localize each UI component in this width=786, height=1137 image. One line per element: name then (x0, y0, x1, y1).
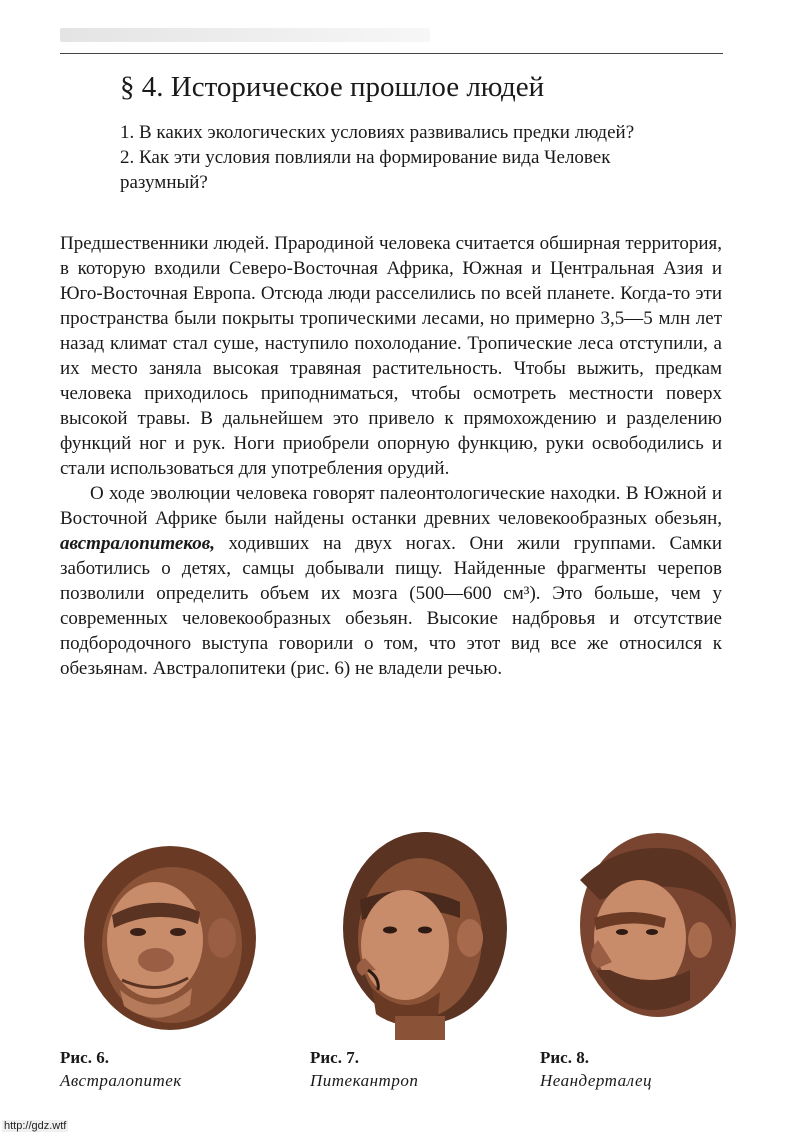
running-header (60, 28, 430, 42)
question-2: 2. Как эти условия повлияли на формирование вида Человек разумный? (120, 147, 611, 193)
figure-6-caption: Австралопитек (60, 1071, 182, 1090)
figure-7 (310, 820, 510, 1090)
question-1: 1. В каких экологических условиях развивались предки людей? (120, 122, 635, 143)
paragraph-2 (60, 481, 722, 681)
section-title: § 4. Историческое прошлое людей (120, 71, 545, 103)
watermark-link[interactable]: http://gdz.wtf (4, 1120, 67, 1132)
term-australopithecus: австралопитеков, (60, 533, 215, 554)
paragraph-2-start: О ходе эволюции человека говорят палеонтологические находки. В Южной и Восточной Африке были найдены останки древних человекообразных обезьян, (60, 483, 722, 529)
figure-6 (60, 820, 260, 1090)
pithecanthropus-illustration (310, 820, 520, 1040)
paragraph-1: Предшественники людей. Прародиной человека считается обширная территория, в которую входили Северо-Восточная Африка, Южная и Центральная Азия и Юго-Восточная Европа. Отсюда люди расселились по всей планете. Когда-то эти пространства были покрыты тропическими лесами, но примерно 3,5—5 млн лет назад климат стал суше, наступило похолодание. Тропические леса отступили, а их место заняла высокая травяная растительность. Чтобы выжить, предкам человека приходилось приподниматься, чтобы осмотреть местности поверх высокой травы. В дальнейшем это привело к прямохождению и разделению функций ног и рук. Ноги приобрели опорную функцию, руки освободились и стали использоваться для употребления орудий. (60, 233, 722, 479)
review-questions (120, 120, 700, 195)
figure-8-caption: Неандерталец (540, 1071, 653, 1090)
header-rule (60, 53, 723, 54)
australopithecus-illustration (60, 820, 270, 1040)
figure-7-number: Рис. 7. (310, 1048, 359, 1067)
neanderthal-illustration (540, 820, 740, 1040)
figure-6-number: Рис. 6. (60, 1048, 109, 1067)
figure-8 (540, 820, 740, 1090)
paragraph-2-end: ходивших на двух ногах. Они жили группами. Самки заботились о детях, самцы добывали пищу. Найденные фрагменты черепов позволили определить объем их мозга (500—600 см³). Это больше, чем у современных человекообразных обезьян. Высокие надбровья и отсутствие подбородочного выступа говорили о том, что этот вид все же относился к обезьянам. Австралопитеки (рис. 6) не владели речью. (60, 533, 722, 679)
main-text (60, 231, 722, 681)
figures-row (60, 820, 730, 1110)
figure-7-caption: Питекантроп (310, 1071, 419, 1090)
figure-8-number: Рис. 8. (540, 1048, 589, 1067)
